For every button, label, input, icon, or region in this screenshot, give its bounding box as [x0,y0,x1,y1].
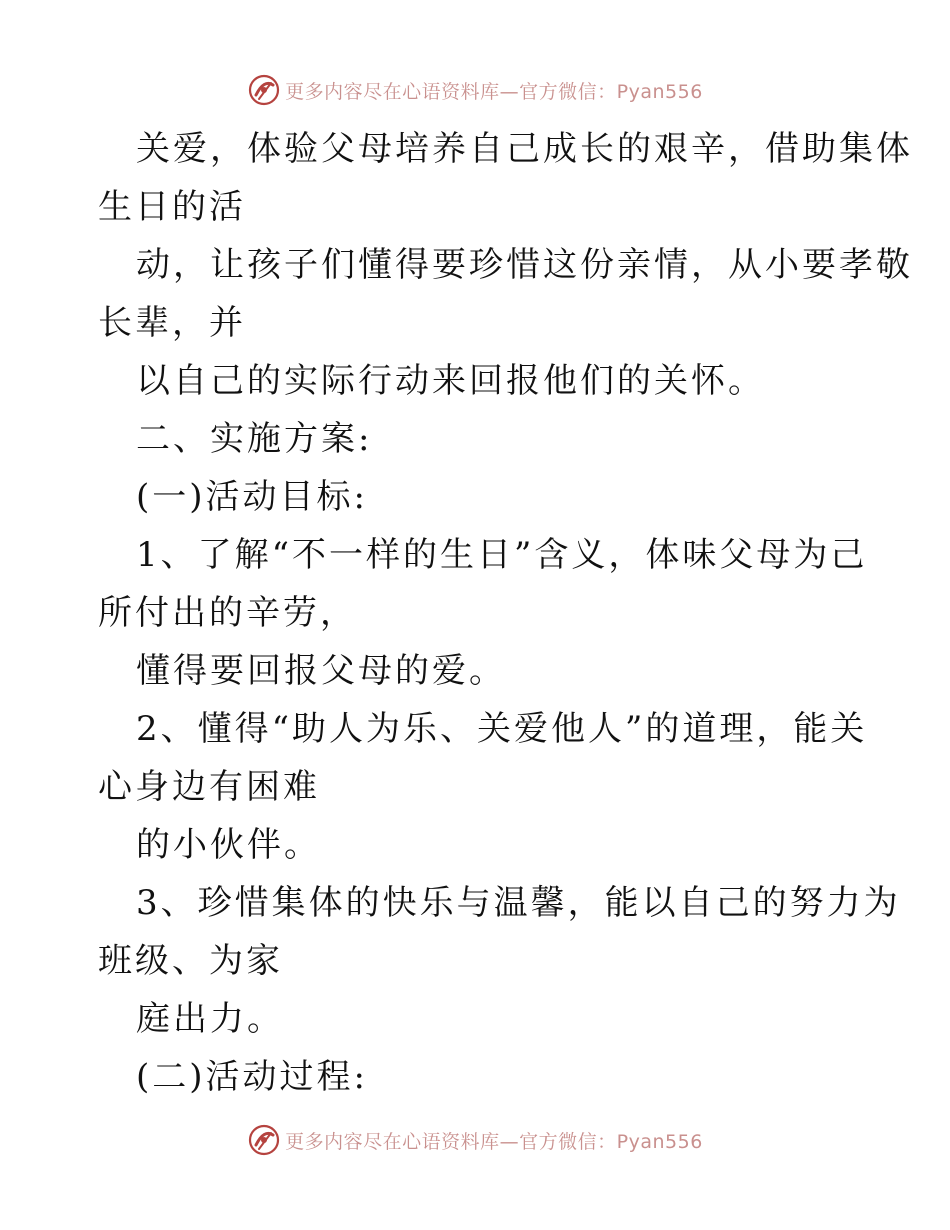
logo-icon [247,73,281,107]
text-line: (二)活动过程: [136,1057,368,1097]
text-line: 动，让孩子们懂得要珍惜这份亲情，从小要孝敬 [136,245,913,285]
text-line: 关爱，体验父母培养自己成长的艰辛，借助集体 [136,129,913,169]
text-line: 的小伙伴。 [136,825,321,865]
text-line: 2、懂得“助人为乐、关爱他人”的道理，能关 [136,709,868,749]
document-body [98,120,913,1106]
logo-icon [247,1123,281,1157]
text-line: 懂得要回报父母的爱。 [136,651,506,691]
text-line: 班级、为家 [98,941,283,981]
text-line: 长辈，并 [98,303,246,343]
text-line: 二、实施方案: [136,419,373,459]
watermark-text: 更多内容尽在心语资料库—官方微信：Pyan556 [285,80,703,103]
text-line: 心身边有困难 [98,767,320,807]
watermark-text: 更多内容尽在心语资料库—官方微信：Pyan556 [285,1130,703,1153]
text-line: 1、了解“不一样的生日”含义，体味父母为己 [136,535,868,575]
text-line: 以自己的实际行动来回报他们的关怀。 [136,361,765,401]
text-line: 生日的活 [98,187,246,227]
footer-watermark [0,1120,950,1160]
text-line: 庭出力。 [136,999,284,1039]
text-line: 所付出的辛劳， [98,593,357,633]
header-watermark [0,70,950,110]
text-line: (一)活动目标: [136,477,368,517]
text-line: 3、珍惜集体的快乐与温馨，能以自己的努力为 [136,883,901,923]
